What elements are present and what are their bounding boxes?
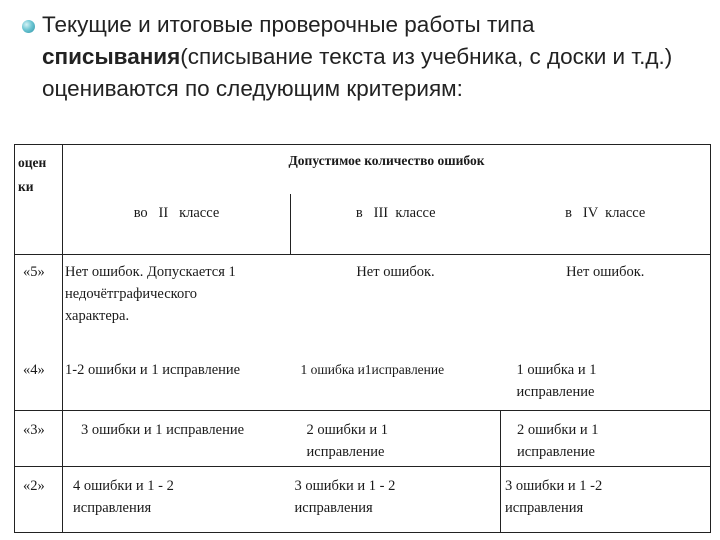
table-cell: Нет ошибок. Допускается 1 недочётграфического характера. bbox=[65, 264, 236, 324]
table-cell: 3 ошибки и 1 -2 исправления bbox=[501, 467, 711, 533]
class-3-header bbox=[291, 194, 501, 255]
table-cell: 1-2 ошибки и 1 исправление bbox=[65, 361, 241, 378]
table-row bbox=[15, 411, 711, 467]
grade-cell: «2» bbox=[15, 467, 63, 533]
table-cell: 4 ошибки и 1 - 2 исправления bbox=[63, 467, 291, 533]
table-cell: 1 ошибка и 1 исправление bbox=[501, 353, 711, 411]
grade-column-header: оцен ки bbox=[15, 145, 63, 255]
class-4-label: в IV классе bbox=[565, 205, 646, 221]
class-2-header bbox=[63, 194, 291, 255]
table-title: Допустимое количество ошибок bbox=[63, 145, 711, 195]
grading-criteria-table bbox=[14, 144, 711, 533]
table-cell: 2 ошибки и 1 исправление bbox=[291, 411, 501, 467]
table-cell: 3 ошибки и 1 исправление bbox=[63, 411, 291, 467]
class-header-row bbox=[15, 194, 711, 255]
table-cell: 3 ошибки и 1 - 2 исправления bbox=[291, 467, 501, 533]
table-row bbox=[15, 353, 711, 411]
slide-heading bbox=[42, 9, 712, 105]
grade-cell: «5» bbox=[15, 255, 63, 353]
table-row bbox=[15, 467, 711, 533]
grade-cell: «4» bbox=[15, 353, 63, 411]
table-cell: 2 ошибки и 1 исправление bbox=[501, 411, 711, 467]
grade-cell: «3» bbox=[15, 411, 63, 467]
table-cell: Нет ошибок. bbox=[356, 264, 435, 280]
heading-text-end: (списывание текста из учебника, с доски и т.д.) оцениваются по следующим критериям: bbox=[42, 44, 673, 101]
class-2-label: во II классе bbox=[133, 205, 220, 221]
class-3-label: в III классе bbox=[355, 205, 436, 221]
table-cell: 1 ошибка и1исправление bbox=[300, 361, 445, 377]
class-4-header bbox=[501, 194, 711, 255]
heading-bold-word: списывания bbox=[42, 44, 181, 69]
table-cell: Нет ошибок. bbox=[501, 255, 711, 353]
table-header-row bbox=[15, 145, 711, 195]
bullet-icon bbox=[22, 20, 35, 33]
table-row bbox=[15, 255, 711, 353]
heading-text-start: Текущие и итоговые проверочные работы типа bbox=[42, 12, 535, 37]
